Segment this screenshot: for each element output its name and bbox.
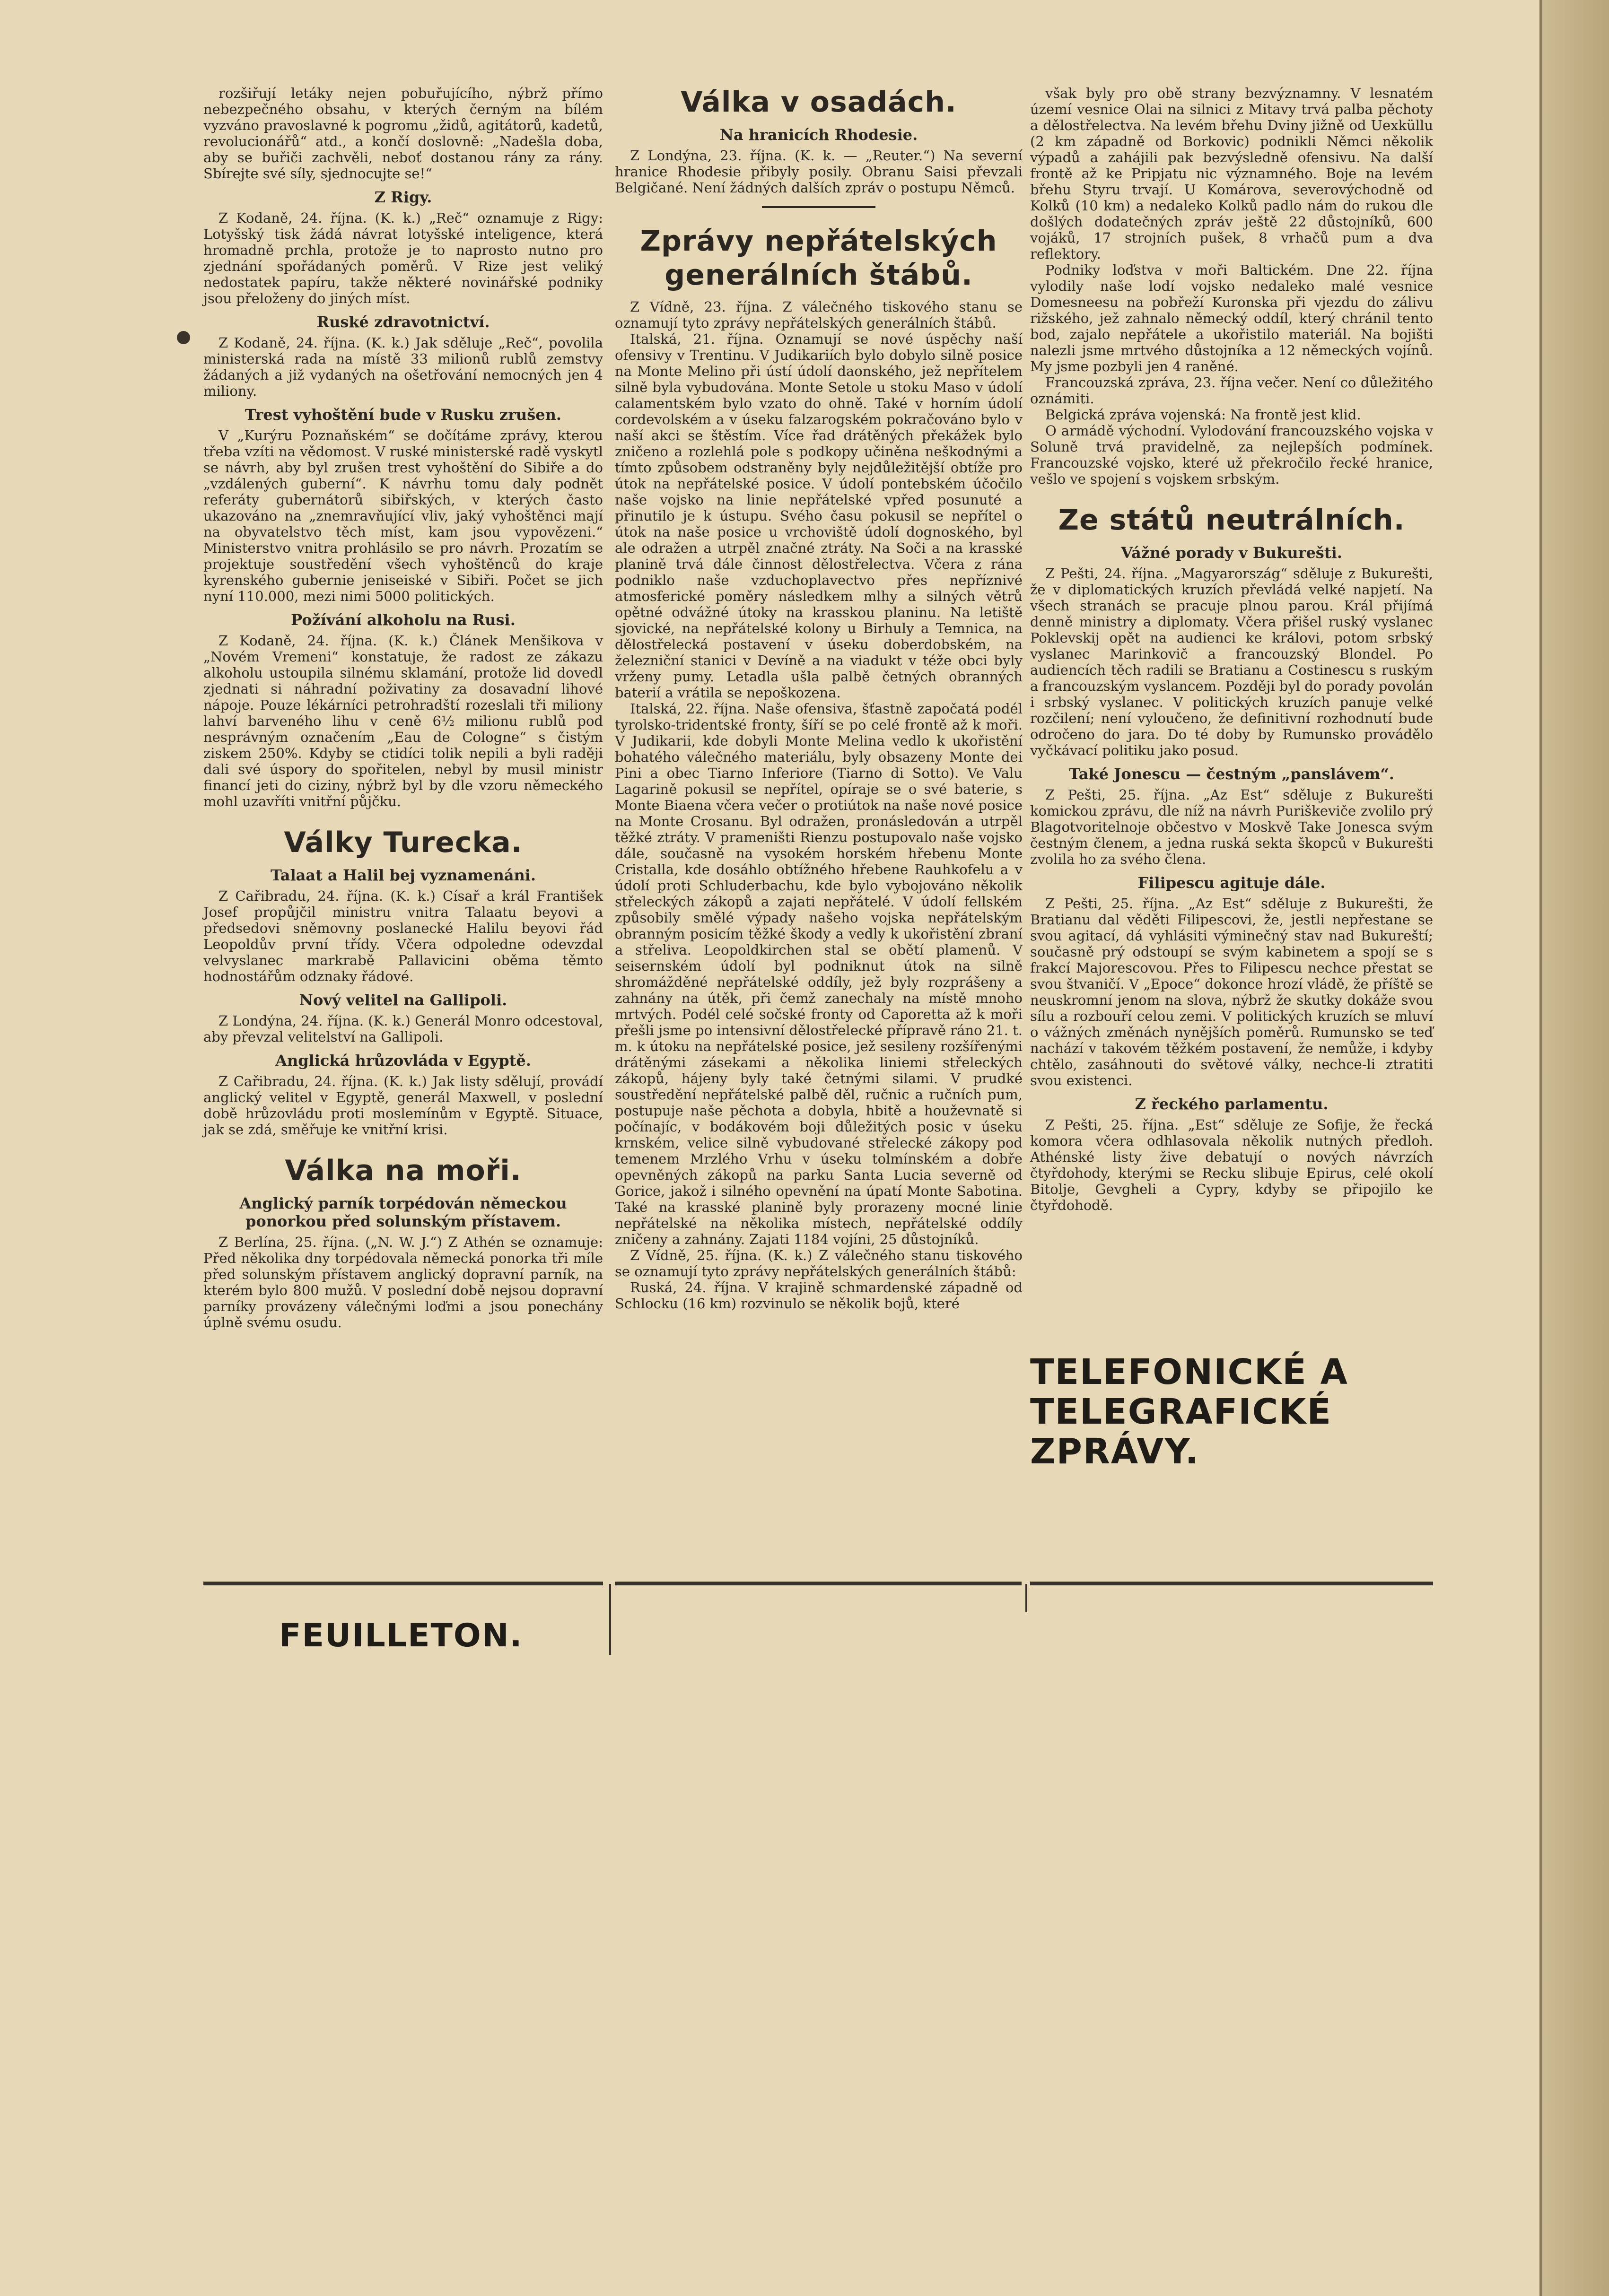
article-paragraph: V „Kurýru Poznaňském“ se dočítáme zprávy, kterou třeba vzíti na vědomost. V ruské ministerské radě vyskytl se návrh, aby byl zrušen trest vyhoštění do Sibiře a do „vzdálených guberní“. K návrhu tomu daly podnět referáty gubernátorů sibiřských, v kterých často ukazováno na „znemravňující vliv, jaký vyhoštěnci mají na obyvatelstvo těch míst, kam jsou vypovězeni.“ Ministerstvo vnitra prohlásilo se pro návrh. Prozatím se projektuje soustředění všech vyhoštěnců do kraje kyrenského gubernie jeniseiské v Sibiři. Počet se jich nyní 110.000, mezi nimi 5000 politických. [203,427,603,604]
page-edge [1539,0,1609,2296]
page-fold [1539,0,1542,2296]
section-subtitle: Ruské zdravotnictví. [316,313,490,331]
section-subtitle: Talaat a Halil bej vyznamenáni. [270,866,536,884]
section-subtitle: Nový velitel na Gallipoli. [299,991,507,1009]
section-subtitle: Z řeckého parlamentu. [1135,1095,1329,1113]
horizontal-rule [1030,1582,1433,1585]
article-paragraph: Z Pešti, 25. října. „Est“ sděluje ze Sofije, že řecká komora včera odhlasovala několik nutných předloh. Athénské listy žive debatují o nových návrzích čtyřdohody, kterými se Recku slibuje Epirus, celé okolí Bitolje, Gevgheli a Cypry, kdyby se připojilo ke čtyřdohodě. [1030,1117,1433,1213]
section-subtitle: Požívání alkoholu na Rusi. [291,611,516,629]
article-paragraph: však byly pro obě strany bezvýznamny. V lesnatém území vesnice Olai na silnici z Mitavy trvá palba pěchoty a dělostřelectva. Na levém břehu Dviny jižně od Uexküllu (2 km západně od Borkovic) podnikli Němci několik výpadů a zahájili pak bezvýsledně ofensivu. Na další frontě až ke Pripjatu nic významného. Boje na levém břehu Styru trvají. U Komárova, severovýchodně od Kolků (10 km) a nedaleko Kolků padlo nám do rukou dle došlých dodatečných zpráv ještě 22 důstojníků, 600 vojáků, 17 strojních pušek, 8 vrhačů pum a dva reflektory. [1030,85,1433,262]
section-subtitle: Z Rigy. [374,188,432,206]
section-subtitle: Filipescu agituje dále. [1137,874,1326,892]
article-paragraph: Belgická zpráva vojenská: Na frontě jest klid. [1045,407,1361,423]
article-paragraph: Italská, 21. října. Oznamují se nové úspěchy naší ofensivy v Trentinu. V Judikariích bylo dobylo silně posice na Monte Melino při ústí údolí daonského, jež nepřítelem silně byla vybudována. Monte Setole u stoku Maso v údolí calamentském bylo vzato do ohně. Také v horním údolí cordevolském a v úseku falzarogském pokračováno bylo v naší akci se štěstím. Více řad drátěných překážek bylo zničeno a rozlehlá pole s podkopy učiněna neškodnými a tímto způsobem odstraněny byly nejdůležitější obtíže pro útok na nepřátelské posice. V údolí pontebském účočilo naše vojsko na linie nepřátelské vpřed posunuté a přinutilo je k ústupu. Svého času pokusil se nepřítel o útok na naše posice u vrchoviště údolí dognoského, byl ale odražen a utrpěl značné ztráty. Na Soči a na krasské planině trvá dále činnost dělostřelectva. Včera z rána podniklo naše vzduchoplavectvo přes nepříznivé atmosferické poměry následkem mlhy a silných větrů opětné odvážné útoky na krasskou planinu. Na letiště sjovické, na nepřátelské kolony u Birhuly a Temnica, na dělostřelecká postavení v úseku doberdobském, na železniční stanici v Devíně a na viadukt v téže obci byly vrženy pumy. Letadla ušla palbě četných obranných baterií a vrátila se nepoškozena. [615,331,1023,701]
divider-rule [762,206,875,208]
article-paragraph: Z Pešti, 25. října. „Az Est“ sděluje z Bukurešti, že Bratianu dal věděti Filipescovi, že, jestli nepřestane se svou agitací, dá vyhlásiti výminečný stav nad Bukureští; současně prý odstoupí se svým kabinetem a spojí se s frakcí Majorescovou. Přes to Filipescu nechce přestat se svou štvaničí. V „Epoce“ dokonce hrozí vládě, že příště se neuskromní jenom na slova, nýbrž že skutky dokáže svou sílu a rozbouří celou zemi. V politických kruzích se mluví o vážných změnách nynějších poměrů. Rumunsko se teď nachází v takovém těžkém postavení, že nemůže, i kdyby chtělo, zasáhnouti do světové války, nechce-li ztratiti svou existenci. [1030,896,1433,1088]
article-paragraph: Z Berlína, 25. října. („N. W. J.“) Z Athén se oznamuje: Před několika dny torpédovala německá ponorka tři míle před solunským přístavem anglický dopravní parník, na kterém bylo 800 mužů. V poslední době nejsou dopravní parníky provázeny válečnými loďmi a jsou ponechány úplně svému osudu. [203,1234,603,1331]
article-paragraph: rozšiřují letáky nejen pobuřujícího, nýbrž přímo nebezpečného obsahu, v kterých černým na bílém vyzváno pravoslavné k pogromu „židů, agitátorů, kadetů, revolucionářů“ atd., a končí doslovně: „Nadešla doba, aby se buřiči zachvěli, neboť dostanou rány za rány. Sbírejte své síly, sjednocujte se!“ [203,85,603,182]
article-paragraph: Z Londýna, 23. října. (K. k. — „Reuter.“) Na severní hranice Rhodesie přibyly posily. Obranu Saisi převzali Belgičané. Není žádných dalších zpráv o postupu Němců. [615,148,1023,196]
section-title: Válka v osadách. [681,86,957,119]
article-paragraph: Ruská, 24. října. V krajině schmardenské západně od Schlocku (16 km) rozvinulo se několik bojů, které [615,1279,1023,1312]
article-paragraph: Z Kodaně, 24. října. (K. k.) Jak sděluje „Reč“, povolila ministerská rada na místě 33 milionů rublů zemstvy žádaných a již vydaných na ošetřování nemocných jen 4 miliony. [203,335,603,399]
article-paragraph: Z Vídně, 23. října. Z válečného tiskového stanu se oznamují tyto zprávy nepřátelských generálních štábů. [615,299,1023,331]
article-paragraph: Z Cařibradu, 24. října. (K. k.) Jak listy sdělují, provádí anglický velitel v Egyptě, generál Maxwell, v poslední době hrůzovládu proti moslemínům v Egyptě. Situace, jak se zdá, směřuje ke vnitřní krisi. [203,1073,603,1138]
section-title: Ze států neutrálních. [1058,504,1405,537]
telegraph-news-banner: TELEFONICKÉ A TELEGRAFICKÉ ZPRÁVY. [1030,1352,1348,1472]
section-subtitle: Na hranicích Rhodesie. [719,126,918,144]
section-subtitle: Také Jonescu — čestným „panslávem“. [1069,765,1394,783]
vertical-rule [609,1584,611,1655]
article-paragraph: Z Londýna, 24. října. (K. k.) Generál Monro odcestoval, aby převzal velitelství na Gallipoli. [203,1013,603,1045]
horizontal-rule [203,1582,603,1585]
article-paragraph: Z Cařibradu, 24. října. (K. k.) Císař a král František Josef propůjčil ministru vnitra Talaatu beyovi a předsedovi sněmovny poslanecké Halilu beyovi řád Leopoldův první třídy. Včera odpoledne odevzdal velvyslanec markrabě Pallavicini oběma těmto hodnostářům odznaky řádové. [203,888,603,984]
article-paragraph: Z Kodaně, 24. října. (K. k.) „Reč“ oznamuje z Rigy: Lotyšský tisk žádá návrat lotyšské inteligence, která hromadně prchla, protože je to naprosto nutno pro zjednání spořádaných poměrů. V Rize jest veliký nedostatek papíru, takže některé novinářské podniky jsou přeloženy do jiných míst. [203,210,603,306]
section-subtitle: Anglický parník torpédován německou ponorkou před solunským přístavem. [239,1194,567,1230]
article-paragraph: Italská, 22. října. Naše ofensiva, šťastně započatá podél tyrolsko-tridentské fronty, šíří se po celé frontě až k moři. V Judikarii, kde dobyli Monte Melina vedlo k ukořistění bohatého válečného materiálu, byly obsazeny Monte dei Pini a obec Tiarno Inferiore (Tiarno di Sotto). Ve Valu Lagarině pokusil se nepřítel, opíraje se o své baterie, s Monte Biaena včera večer o protiútok na naše nové posice na Monte Crosanu. Byl odražen, pronásledován a utrpěl těžké ztráty. V prameništi Rienzu postupovalo naše vojsko dále, současně na vysokém horském hřebenu Monte Cristalla, kde dosáhlo obtížného hřebene Rauhkofelu a v údolí proti Schluderbachu, kde bylo vybojováno několik střeleckých zákopů a zajati nepřátelé. V údolí fellském způsobily smělé výpady našeho vojska nepřátelským obranným posicím těžké škody a vedly k ukořistění zbraní a střeliva. Leopoldkirchen stal se obětí plamenů. V seisernském údolí byl podniknut útok na silně shromážděné nepřátelské oddíly, jež byly rozprášeny a zahnány na útěk, při čemž zanechaly na místě mnoho mrtvých. Podél celé sočské fronty od Caporetta až k moři přešli jsme po intensivní dělostřelecké přípravě ráno 21. t. m. k útoku na nepřátelské posice, jež sesileny rozšířenými drátěnými zásekami a několika liniemi střeleckých zákopů, hájeny byly také četnými silami. V prudké soustředění nepřátelské palbě děl, ručnic a ručních pum, postupuje naše pěchota a dobyla, hbitě a houževnatě si počínajíc, v bodákovém boji důležitých posic v úseku krnském, velice silně vybudované střelecké zákopy pod temenem Mrzlého Vrhu v úseku tolmínském a dobře opevněných zákopů na parku Santa Lucia severně od Gorice, jakož i silného opevnění na úpatí Monte Sabotina. Také na krasské planině byly prorazeny mocné linie nepřátelské na několika místech, nepřátelské oddíly zničeny a zahnány. Zajati 1184 vojíni, 25 důstojníků. [615,701,1023,1247]
column-1 [203,85,603,1331]
section-title: Válka na moři. [285,1154,522,1187]
article-paragraph: Podniky loďstva v moři Baltickém. Dne 22. října vylodily naše lodí vojsko nedaleko malé vesnice Domesneesu na pobřeží Kuronska při vjezdu do zálivu rižského, jež zahnalo německý oddíl, který chránil tento bod, zajalo nepřátele a ukořistilo materiál. Na bojišti nalezli jsme mrtvého důstojníka a 12 německých vojínů. My jsme pozbyli jen 4 raněné. [1030,262,1433,374]
article-paragraph: Francouzská zpráva, 23. října večer. Není co důležitého oznámiti. [1030,374,1433,407]
section-title: Zprávy nepřátelských generálních štábů. [640,225,997,292]
section-subtitle: Anglická hrůzovláda v Egyptě. [275,1052,531,1070]
section-subtitle: Trest vyhoštění bude v Rusku zrušen. [245,406,561,424]
punch-hole [177,331,190,344]
section-subtitle: Vážné porady v Bukurešti. [1121,544,1342,562]
article-paragraph: O armádě východní. Vylodování francouzského vojska v Soluně trvá pravidelně, za nejlepších podmínek. Francouzské vojsko, které už překročilo řecké hranice, vešlo ve spojení s vojskem srbským. [1030,423,1433,487]
feuilleton-heading: FEUILLETON. [279,1617,523,1654]
column-2 [615,85,1023,1312]
article-paragraph: Z Pešti, 24. října. „Magyarország“ sděluje z Bukurešti, že v diplomatických kruzích převládá velké napjetí. Na všech stranách se pracuje plnou parou. Král přijímá denně ministry a diplomaty. Včera přišel ruský vyslanec Poklevskij opět na audienci ke královi, potom srbský vyslanec Marinkovič a francouzský Blondel. Po audiencích těch radili se Bratianu a Costinescu s ruským a francouzským vyslancem. Později byl do porady povolán i srbský vyslanec. V politických kruzích panuje velké rozčilení; není vyloučeno, že definitivní rozhodnutí bude odročeno do jara. Do té doby by Rumunsko provádělo vyčkávací politiku jako posud. [1030,565,1433,758]
vertical-rule [1025,1584,1027,1612]
column-3 [1030,85,1433,1213]
section-title: Války Turecka. [284,826,523,859]
horizontal-rule [615,1582,1022,1585]
article-paragraph: Z Pešti, 25. října. „Az Est“ sděluje z Bukurešti komickou zprávu, dle níž na návrh Puriškeviče zvolilo prý Blagotvoritelnoje občestvo v Moskvě Take Jonesca svým čestným členem, a jedna ruská sekta škopců v Bukurešti zvolila ho za svého člena. [1030,787,1433,867]
article-paragraph: Z Kodaně, 24. října. (K. k.) Článek Menšikova v „Novém Vremeni“ konstatuje, že radost ze zákazu alkoholu ustoupila silnému sklamání, protože lid dovedl zjednati si náhradní poživatiny za dosavadní lihové nápoje. Pouze lékárníci petrohradští rozeslali tři miliony lahví barveného lihu v ceně 6½ milionu rublů pod nesprávným označením „Eau de Cologne“ s čistým ziskem 250%. Kdyby se ctidíci tolik nepili a byli raději dali své úspory do spořitelen, nebyl by musil ministr financí jeti do ciziny, nýbrž byl by dle vzoru německého mohl uzavříti vnitřní půjčku. [203,633,603,809]
article-paragraph: Z Vídně, 25. října. (K. k.) Z válečného stanu tiskového se oznamují tyto zprávy nepřátelských generálních štábů: [615,1247,1023,1279]
